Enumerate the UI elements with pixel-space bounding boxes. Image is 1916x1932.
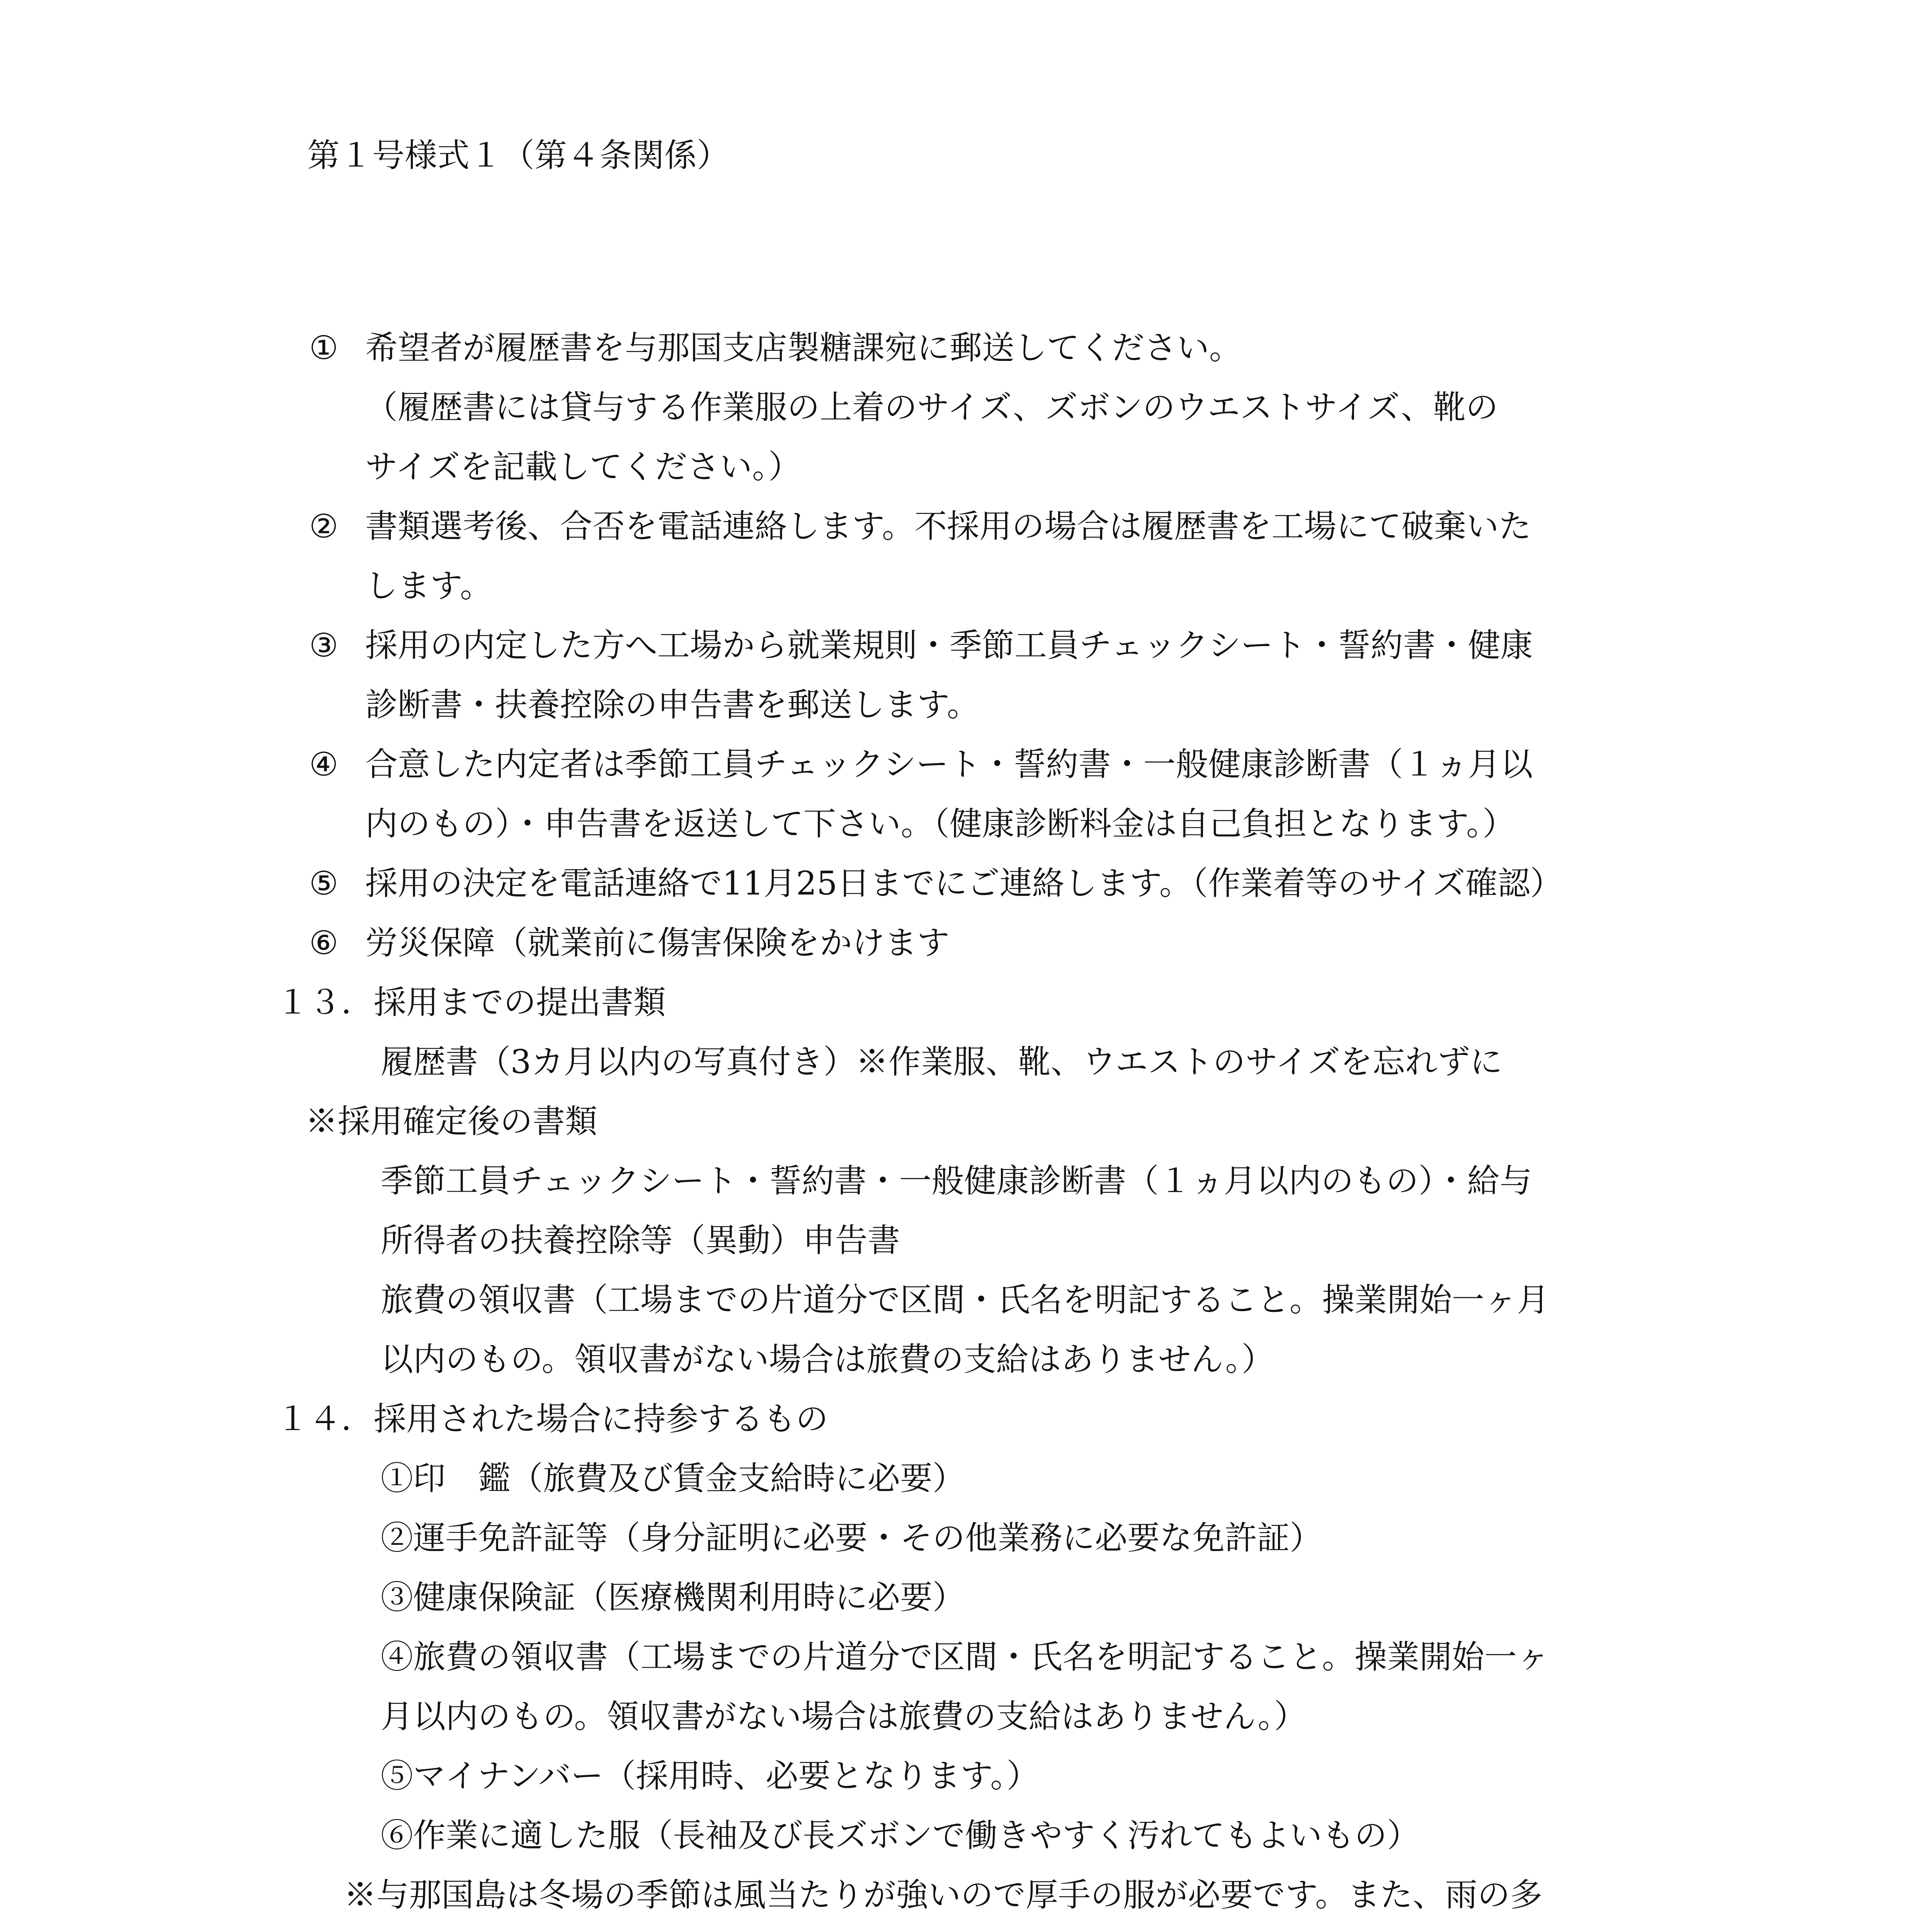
step-line: 採用の決定を電話連絡で11月25日までにご連絡します。（作業着等のサイズ確認） xyxy=(365,864,1563,902)
form-header: 第１号様式１（第４条関係） xyxy=(307,136,730,174)
step-marker: ② xyxy=(309,507,339,545)
step-line: （履歴書には貸与する作業服の上着のサイズ、ズボンのウエストサイズ、靴の xyxy=(365,388,1498,426)
step-line: 労災保障（就業前に傷害保険をかけます xyxy=(365,924,950,962)
after-hiring-heading: ※採用確定後の書類 xyxy=(305,1102,598,1140)
note-line: ※与那国島は冬場の季節は風当たりが強いので厚手の服が必要です。また、雨の多 xyxy=(344,1876,1543,1914)
step-marker: ④ xyxy=(309,745,339,783)
step-line: 採用の内定した方へ工場から就業規則・季節工員チェックシート・誓約書・健康 xyxy=(365,626,1533,664)
item-line: ④旅費の領収書（工場までの片道分で区間・氏名を明記すること。操業開始一ヶ xyxy=(381,1638,1550,1676)
step-line: 希望者が履歴書を与那国支店製糖課宛に郵送してください。 xyxy=(365,329,1242,367)
step-marker: ⑤ xyxy=(309,864,339,902)
step-marker: ③ xyxy=(309,626,339,664)
section-heading: １３．採用までの提出書類 xyxy=(276,983,666,1021)
document-line: 季節工員チェックシート・誓約書・一般健康診断書（１ヵ月以内のもの）・給与 xyxy=(381,1162,1532,1200)
resume-line: 履歴書（3カ月以内の写真付き）※作業服、靴、ウエストのサイズを忘れずに xyxy=(381,1043,1503,1081)
document-line: 以内のもの。領収書がない場合は旅費の支給はありません。） xyxy=(381,1340,1274,1378)
step-line: 診断書・扶養控除の申告書を郵送します。 xyxy=(365,686,980,724)
step-line: サイズを記載してください。） xyxy=(365,448,801,486)
step-line: 書類選考後、合否を電話連絡します。不採用の場合は履歴書を工場にて破棄いた xyxy=(365,507,1531,545)
step-marker: ⑥ xyxy=(309,924,339,962)
item-line: ①印 鑑（旅費及び賃金支給時に必要） xyxy=(381,1459,965,1497)
item-line: ⑤マイナンバー（採用時、必要となります。） xyxy=(381,1757,1039,1795)
document-line: 所得者の扶養控除等（異動）申告書 xyxy=(381,1221,900,1259)
item-line: ②運手免許証等（身分証明に必要・その他業務に必要な免許証） xyxy=(381,1519,1322,1557)
document-line: 旅費の領収書（工場までの片道分で区間・氏名を明記すること。操業開始一ヶ月 xyxy=(381,1281,1550,1319)
item-line: ⑥作業に適した服（長袖及び長ズボンで働きやすく汚れてもよいもの） xyxy=(381,1816,1420,1854)
item-line: ③健康保険証（医療機関利用時に必要） xyxy=(381,1578,965,1616)
item-line: 月以内のもの。領収書がない場合は旅費の支給はありません。） xyxy=(381,1697,1307,1735)
step-marker: ① xyxy=(309,329,339,367)
section-heading: １４．採用された場合に持参するもの xyxy=(276,1400,829,1438)
step-line: 合意した内定者は季節工員チェックシート・誓約書・一般健康診断書（１ヵ月以 xyxy=(365,745,1533,783)
step-line: します。 xyxy=(365,567,493,605)
step-line: 内のもの）・申告書を返送して下さい。（健康診断料金は自己負担となります。） xyxy=(365,805,1515,843)
